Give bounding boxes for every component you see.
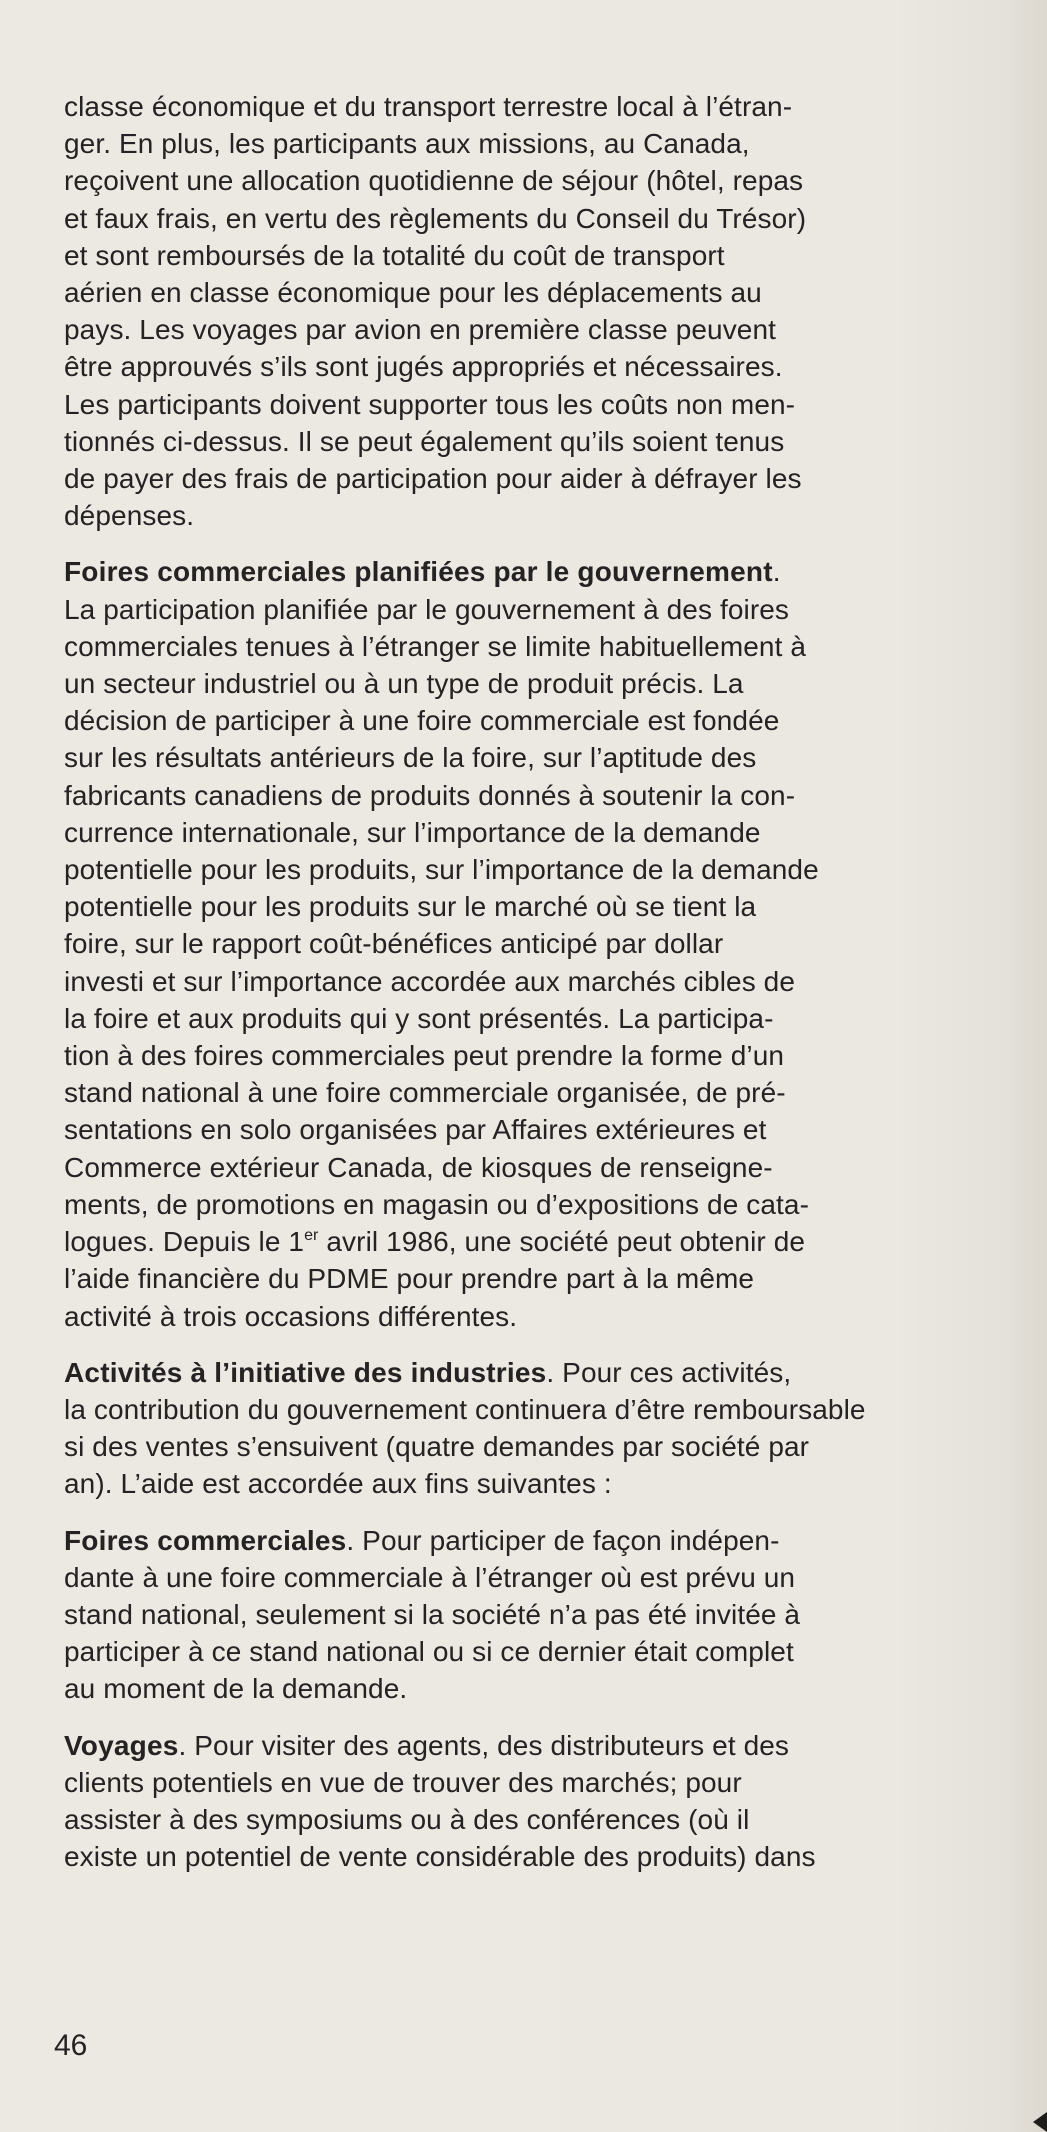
text-line: participer à ce stand national ou si ce dernier était complet xyxy=(64,1636,794,1668)
text-line: dante à une foire commerciale à l’étranger où est prévu un xyxy=(64,1561,796,1593)
text-line: sentations en solo organisées par Affaires extérieures et xyxy=(64,1114,767,1146)
paragraph-mission-costs xyxy=(64,88,996,534)
text-line: pays. Les voyages par avion en première classe peuvent xyxy=(64,314,777,346)
text-line: et sont remboursés de la totalité du coût de transport xyxy=(64,239,725,271)
text-line: currence internationale, sur l’importance de la demande xyxy=(64,816,761,848)
text-line: Les participants doivent supporter tous les coûts non men- xyxy=(64,388,796,420)
text-line: être approuvés s’ils sont jugés appropriés et nécessaires. xyxy=(64,351,783,383)
text-line: la foire et aux produits qui y sont présentés. La participa- xyxy=(64,1002,774,1034)
section-heading: Voyages xyxy=(64,1729,179,1761)
text-line: logues. Depuis le 1 xyxy=(64,1226,305,1258)
text-line: un secteur industriel ou à un type de produit précis. La xyxy=(64,668,744,700)
text-line: foire, sur le rapport coût-bénéfices anticipé par dollar xyxy=(64,928,724,960)
text-line: . Pour participer de façon indépen- xyxy=(346,1524,780,1556)
text-line: sur les résultats antérieurs de la foire, sur l’aptitude des xyxy=(64,742,757,774)
text-line: ger. En plus, les participants aux missions, au Canada, xyxy=(64,128,750,160)
text-line: . Pour ces activités, xyxy=(546,1356,792,1388)
text-line: tionnés ci-dessus. Il se peut également qu’ils soient tenus xyxy=(64,425,785,457)
text-line: assister à des symposiums ou à des conférences (où il xyxy=(64,1803,750,1835)
text-line: existe un potentiel de vente considérable des produits) dans xyxy=(64,1841,816,1873)
text-line: dépenses. xyxy=(64,500,195,532)
text-line: la contribution du gouvernement continuera d’être remboursable xyxy=(64,1393,866,1425)
text-line: reçoivent une allocation quotidienne de séjour (hôtel, repas xyxy=(64,165,804,197)
text-line: aérien en classe économique pour les déplacements au xyxy=(64,277,762,309)
section-heading: Foires commerciales planifiées par le gouvernement xyxy=(64,556,773,588)
paragraph-travel xyxy=(64,1727,996,1876)
text-line: au moment de la demande. xyxy=(64,1673,408,1705)
text-line: l’aide financière du PDME pour prendre part à la même xyxy=(64,1263,755,1295)
text-line: avril 1986, une société peut obtenir de xyxy=(318,1226,806,1258)
text-line: si des ventes s’ensuivent (quatre demandes par société par xyxy=(64,1431,810,1463)
text-line: fabricants canadiens de produits donnés à soutenir la con- xyxy=(64,779,796,811)
paragraph-industry-initiated xyxy=(64,1354,996,1503)
paragraph-trade-fairs xyxy=(64,1522,996,1708)
section-heading: Activités à l’initiative des industries xyxy=(64,1356,547,1388)
text-line: potentielle pour les produits sur le marché où se tient la xyxy=(64,891,757,923)
ordinal-superscript: er xyxy=(304,1227,319,1245)
text-line: La participation planifiée par le gouvernement à des foires xyxy=(64,593,790,625)
text-line: . Pour visiter des agents, des distributeurs et des xyxy=(178,1729,790,1761)
text-line: décision de participer à une foire commerciale est fondée xyxy=(64,705,780,737)
text-line: commerciales tenues à l’étranger se limite habituellement à xyxy=(64,630,807,662)
text-line: et faux frais, en vertu des règlements du Conseil du Trésor) xyxy=(64,202,807,234)
text-line: an). L’aide est accordée aux fins suivantes : xyxy=(64,1468,612,1500)
text-line: clients potentiels en vue de trouver des marchés; pour xyxy=(64,1766,742,1798)
paragraph-government-trade-fairs xyxy=(64,553,996,1334)
page-body xyxy=(64,88,996,1894)
text-line: classe économique et du transport terrestre local à l’étran- xyxy=(64,91,793,122)
text-line: . xyxy=(772,556,781,588)
text-line: tion à des foires commerciales peut prendre la forme d’un xyxy=(64,1040,785,1072)
page-corner-mark xyxy=(1033,2112,1047,2132)
text-line: activité à trois occasions différentes. xyxy=(64,1300,518,1332)
text-line: ments, de promotions en magasin ou d’expositions de cata- xyxy=(64,1188,810,1220)
text-line: de payer des frais de participation pour aider à défrayer les xyxy=(64,463,802,495)
text-line: potentielle pour les produits, sur l’importance de la demande xyxy=(64,854,819,886)
text-line: stand national, seulement si la société n’a pas été invitée à xyxy=(64,1598,801,1630)
text-line: Commerce extérieur Canada, de kiosques de renseigne- xyxy=(64,1151,773,1183)
text-line: investi et sur l’importance accordée aux marchés cibles de xyxy=(64,965,796,997)
page-number: 46 xyxy=(54,2029,88,2062)
section-heading: Foires commerciales xyxy=(64,1524,347,1556)
text-line: stand national à une foire commerciale organisée, de pré- xyxy=(64,1077,786,1109)
